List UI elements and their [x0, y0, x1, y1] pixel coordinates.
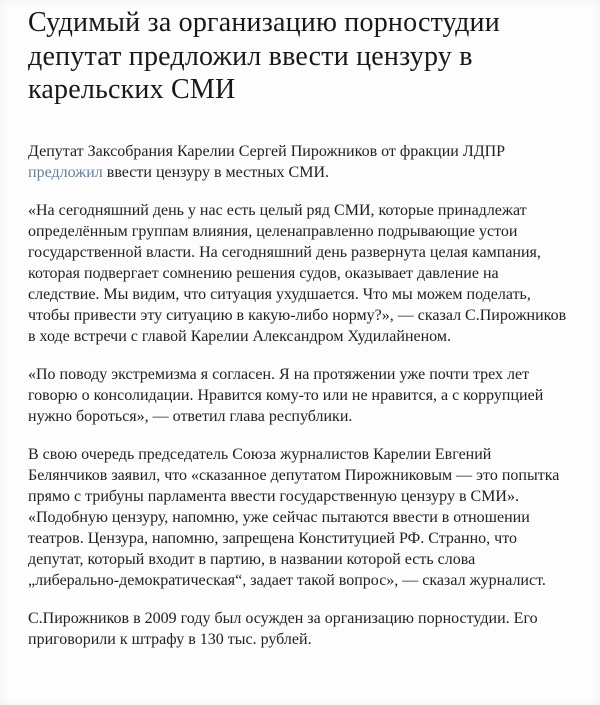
paragraph: В свою очередь председатель Союза журналистов Карелии Евгений Белянчиков заявил, что «сказанное депутатом Пирожниковым — это попытка прямо с трибуны парламента ввести государственную цензуру в СМИ». «Подобную цензуру, напомню, уже сейчас пытаются ввести в отношении театров. Цензура, напомню, запрещена Конституцией РФ. Странно, что депутат, который входит в партию, в названии которой есть слова „либерально-демократическая“, задает такой вопрос», — сказал журналист. [28, 445, 560, 589]
lead-paragraph [28, 141, 570, 183]
inline-link[interactable]: предложил [28, 163, 103, 181]
article-body [28, 141, 570, 650]
paragraph: С.Пирожников в 2009 году был осужден за организацию порностудии. Его приговорили к штрафу в 130 тыс. рублей. [28, 609, 538, 648]
lead-text-after: ввести цензуру в местных СМИ. [102, 163, 329, 181]
paragraph: «По поводу экстремизма я согласен. Я на протяжении уже почти трех лет говорю о консолидации. Нравится кому-то или не нравится, а с коррупцией нужно бороться», — ответил глава республики. [28, 365, 544, 425]
paragraph: «На сегодняшний день у нас есть целый ряд СМИ, которые принадлежат определённым группам влияния, целенаправленно подрывающие устои государственной власти. На сегодняшний день развернута целая кампания, которая подвергает сомнению решения судов, оказывает давление на следствие. Мы видим, что ситуация ухудшается. Что мы можем поделать, чтобы привести эту ситуацию в какую-либо норму?», — сказал С.Пирожников в ходе встречи с главой Карелии Александром Худилайненом. [28, 201, 567, 345]
article-title: Судимый за организацию порностудии депутат предложил ввести цензуру в карельских СМИ [28, 7, 500, 106]
lead-text-before: Депутат Заксобрания Карелии Сергей Пирожников от фракции ЛДПР [28, 142, 506, 160]
